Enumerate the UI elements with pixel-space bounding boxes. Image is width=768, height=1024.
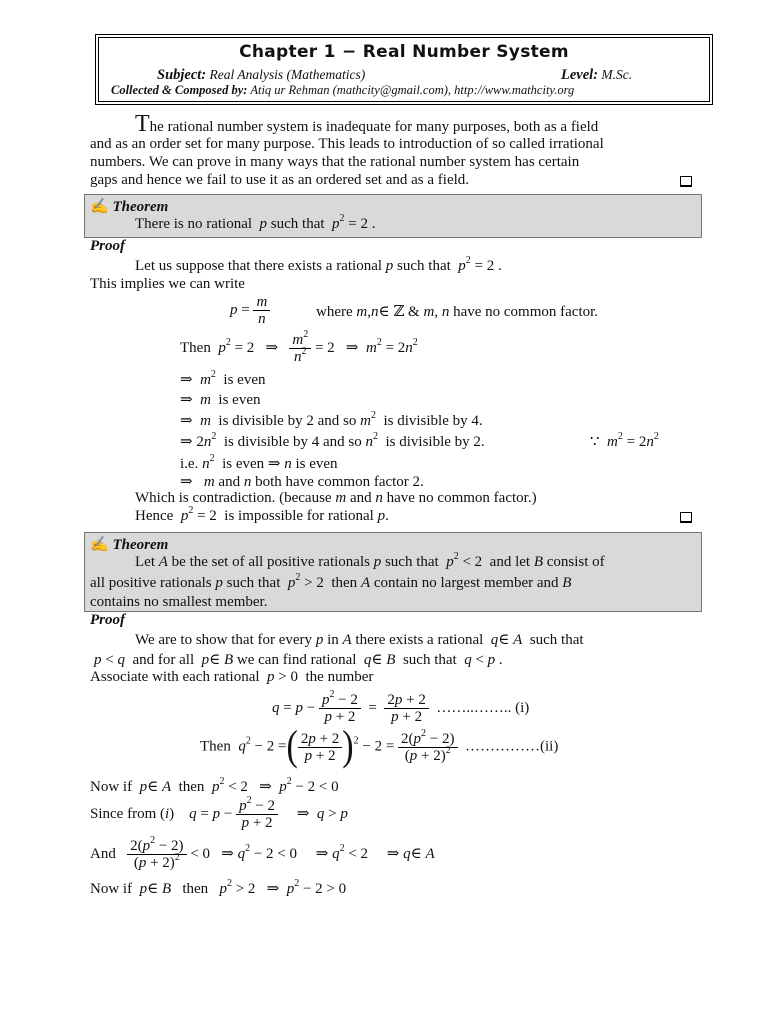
chapter-title: Chapter 1 − Real Number System: [239, 42, 569, 62]
hence-line: Hence $p^2 = 2$ is impossible for rational p.: [135, 505, 389, 524]
now-if-B-line: Now if p∈ B then $p^2 > 2$ ⇒ $p^2 - 2 > 0$: [90, 878, 347, 897]
step-m-even: ⇒ m is even: [180, 392, 261, 408]
level-line: Level: M.Sc.: [561, 67, 633, 83]
document-header: [98, 37, 710, 102]
proof-2-heading: Proof: [90, 612, 125, 628]
step-m2-even: ⇒ $m^2$ is even: [180, 369, 266, 388]
because-note: ∵ $m^2 = 2n^2$: [590, 431, 659, 450]
proof-1-line-2: This implies we can write: [90, 276, 245, 292]
and-line: And $\frac{2(p^2 - 2)}{(p + 2)^2}$ < 0 ⇒ $q^2 - 2 < 0$ ⇒ $q^2 < 2$ ⇒ q∈ A: [90, 835, 435, 871]
intro-line-4: gaps and hence we fail to use it as an ordered set and as a field.: [90, 172, 470, 188]
eq-p-fraction: p = $\frac{m}{n}$: [230, 294, 270, 327]
proof-1-heading: Proof: [90, 238, 125, 254]
end-marker: [680, 512, 692, 523]
theorem-1-heading: ✍ Theorem: [90, 199, 169, 215]
collected-line: Collected & Composed by: Atiq ur Rehman (mathcity@gmail.com), http://www.mathcity.org: [111, 83, 575, 97]
proof-2-line-1: We are to show that for every p in A there exists a rational q∈ A such that: [135, 632, 584, 648]
pen-icon: ✍: [90, 199, 109, 215]
theorem-2-heading: ✍ Theorem: [90, 537, 169, 553]
subject-line: Subject: Real Analysis (Mathematics): [157, 67, 366, 83]
equation-ii: Then $q^2 - 2$ =( $\frac{2p + 2}{p + 2}$ )$^2$ − 2 = $\frac{2(p^2 - 2)}{(p + 2)^2}$ ……………(ii): [200, 723, 559, 770]
theorem-2-line-3: contains no smallest member.: [90, 594, 268, 610]
step-m-divisible: ⇒ m is divisible by 2 and so $m^2$ is divisible by 4.: [180, 410, 483, 429]
step-common-factor: ⇒ m and n both have common factor 2.: [180, 474, 424, 490]
intro-line-2: and as an order set for many purpose. This leads to introduction of so called irrational: [90, 136, 604, 152]
step-2n2-divisible: ⇒ $2n^2$ is divisible by 4 and so $n^2$ is divisible by 2.: [180, 431, 485, 450]
proof-2-line-2: p < q and for all p∈ B we can find rational q∈ B such that q < p .: [94, 652, 503, 668]
since-from-i-line: Since from (i) q = p − $\frac{p^2 - 2}{p + 2}$ ⇒ q > p: [90, 795, 348, 831]
proof-1-line-1: Let us suppose that there exists a rational p such that $p^2 = 2$ .: [135, 255, 502, 274]
intro-line-3: numbers. We can prove in many ways that the rational number system has certain: [90, 154, 580, 170]
proof-2-line-3: Associate with each rational p > 0 the number: [90, 669, 374, 685]
eq-then-line: Then $p^2 = 2$ ⇒ $\frac{m^2}{n^2}$ = 2 ⇒ $m^2 = 2n^2$: [180, 329, 418, 365]
contradiction-line: Which is contradiction. (because m and n have no common factor.): [135, 490, 537, 506]
step-n-even: i.e. $n^2$ is even ⇒ n is even: [180, 453, 338, 472]
theorem-2-line-2: all positive rationals p such that $p^2 > 2$ then A contain no largest member and B: [90, 572, 572, 591]
theorem-1-statement: There is no rational p such that $p^2 = 2$ .: [135, 213, 376, 232]
now-if-A-line: Now if p∈ A then $p^2 < 2$ ⇒ $p^2 - 2 < 0$: [90, 776, 339, 795]
where-clause: where m,n∈ ℤ & m, n have no common factor.: [316, 304, 599, 320]
theorem-2-line-1: Let A be the set of all positive rationals p such that $p^2 < 2$ and let B consist of: [135, 551, 605, 570]
equation-i: q = p − $\frac{p^2 - 2}{p + 2}$ = $\frac{2p + 2}{p + 2}$ ……..…….. (i): [272, 689, 530, 725]
intro-line-1: The rational number system is inadequate for many purposes, both as a field: [135, 111, 599, 137]
pen-icon: ✍: [90, 537, 109, 553]
end-marker: [680, 176, 692, 187]
